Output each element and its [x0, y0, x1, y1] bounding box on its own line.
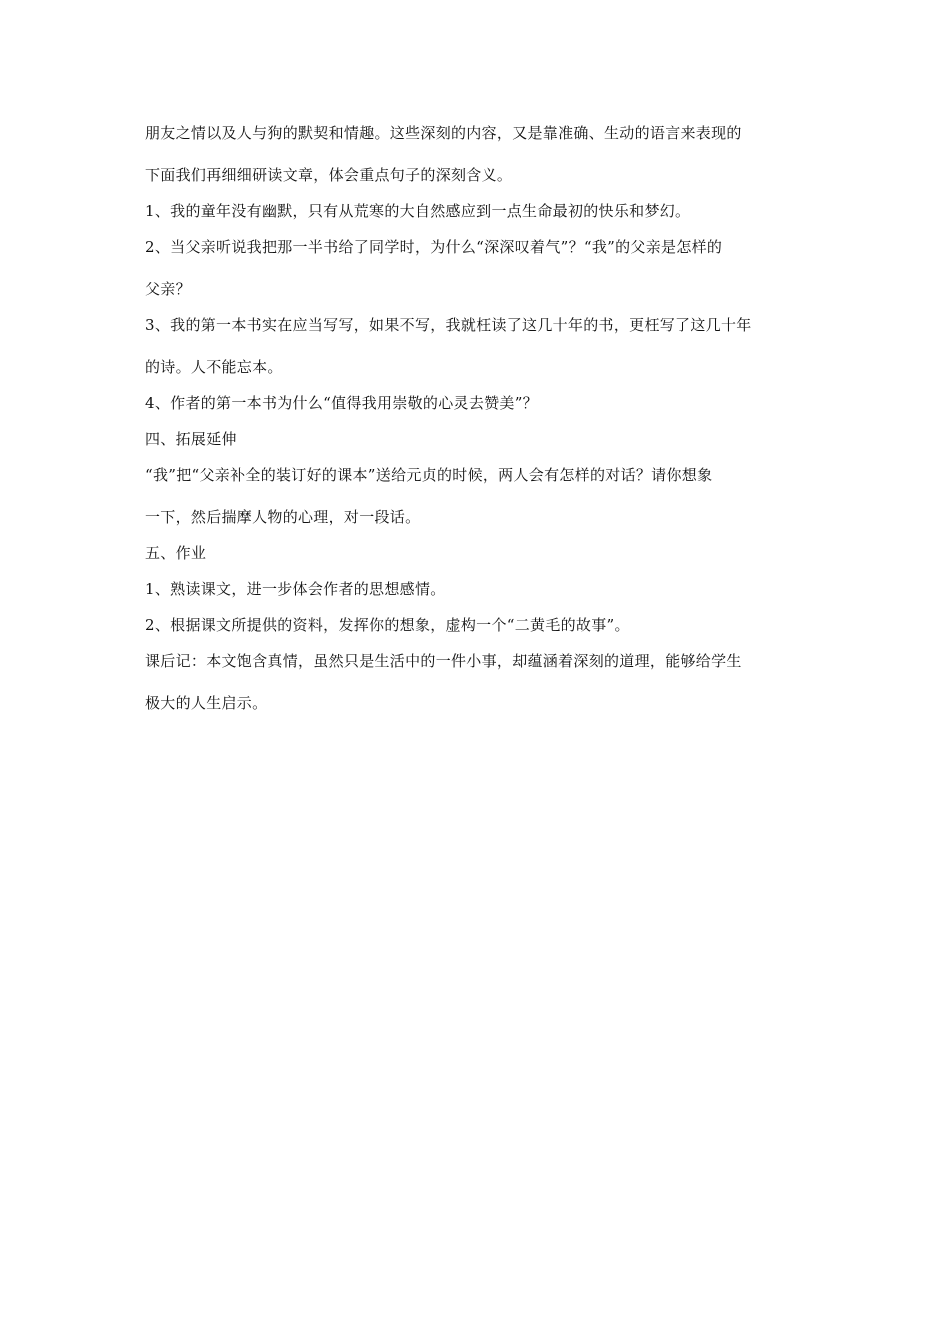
section-heading: 四、拓展延伸: [145, 430, 237, 448]
text-line: 课后记：本文饱含真情，虽然只是生活中的一件小事，却蕴涵着深刻的道理，能够给学生: [145, 652, 742, 670]
text-line: 极大的人生启示。: [145, 694, 268, 712]
text-line: 的诗。人不能忘本。: [145, 358, 283, 376]
text-line: 父亲？: [145, 280, 191, 298]
text-line: “我”把“父亲补全的装订好的课本”送给元贞的时候，两人会有怎样的对话？请你想象: [145, 466, 713, 484]
list-item: 2、当父亲听说我把那一半书给了同学时，为什么“深深叹着气”？“我”的父亲是怎样的: [145, 238, 723, 256]
text-line: 朋友之情以及人与狗的默契和情趣。这些深刻的内容，又是靠准确、生动的语言来表现的: [145, 124, 742, 142]
document-body: [145, 124, 810, 713]
list-item: 2、根据课文所提供的资料，发挥你的想象，虚构一个“二黄毛的故事”。: [145, 616, 630, 634]
list-item: 1、熟读课文，进一步体会作者的思想感情。: [145, 580, 446, 598]
section-heading: 五、作业: [145, 544, 207, 562]
text-line: 下面我们再细细研读文章，体会重点句子的深刻含义。: [145, 166, 513, 184]
list-item: 4、作者的第一本书为什么“值得我用崇敬的心灵去赞美”？: [145, 394, 538, 412]
text-line: 一下，然后揣摩人物的心理，对一段话。: [145, 508, 421, 526]
list-item: 1、我的童年没有幽默，只有从荒寒的大自然感应到一点生命最初的快乐和梦幻。: [145, 202, 691, 220]
list-item: 3、我的第一本书实在应当写写，如果不写，我就枉读了这几十年的书，更枉写了这几十年: [145, 316, 752, 334]
